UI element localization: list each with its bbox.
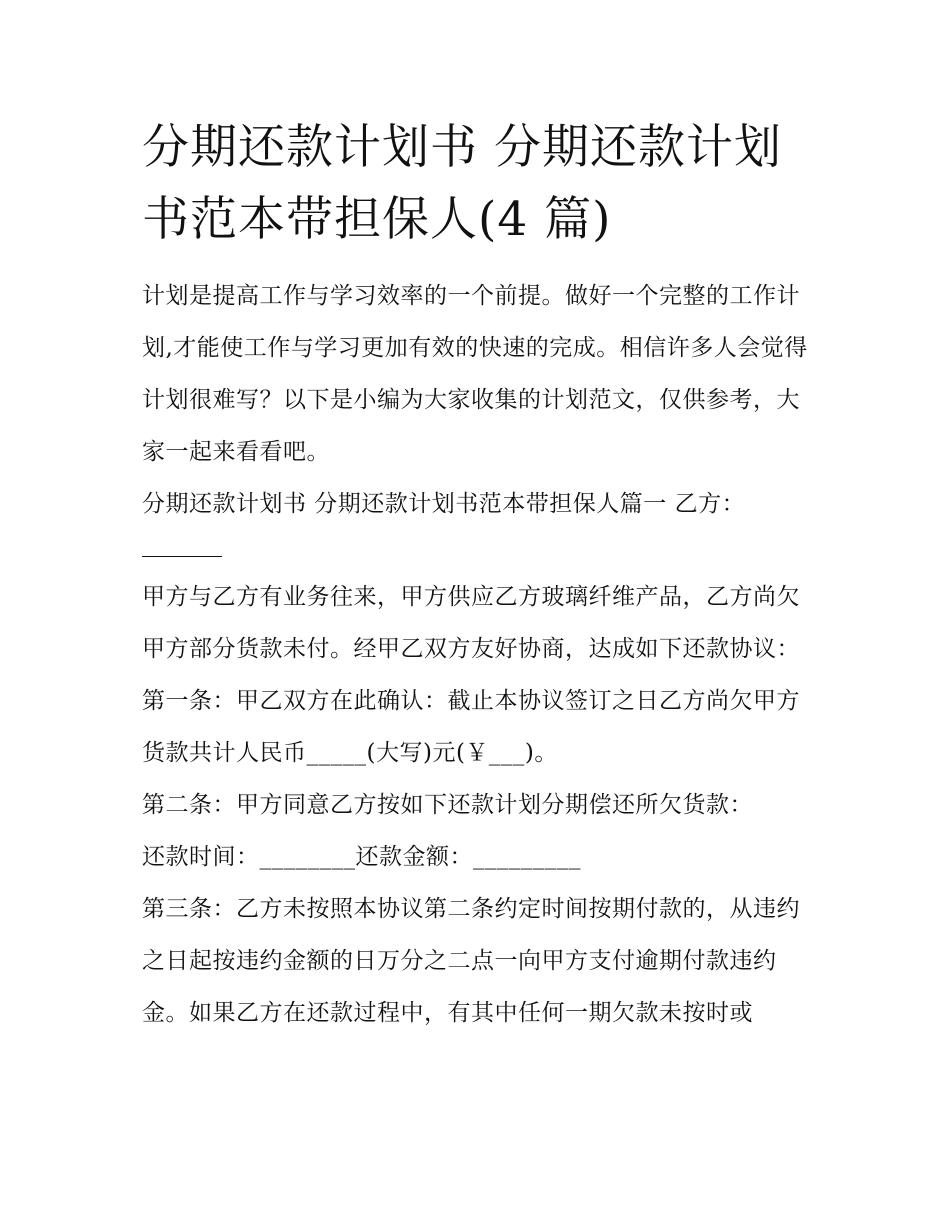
- body-paragraph-3: 第二条：甲方同意乙方按如下还款计划分期偿还所欠货款：: [142, 792, 753, 818]
- body-paragraph-1: 甲方与乙方有业务往来，甲方供应乙方玻璃纤维产品，乙方尚欠甲方部分货款未付。经甲乙双方友好协商，达成如下还款协议：: [142, 584, 800, 662]
- intro-paragraph: 计划是提高工作与学习效率的一个前提。做好一个完整的工作计划,才能使工作与学习更加有效的快速的完成。相信许多人会觉得计划很难写？以下是小编为大家收集的计划范文，仅供参考，大家一起来看看吧。: [142, 283, 808, 465]
- section-heading-paragraph: 分期还款计划书 分期还款计划书范本带担保人篇一 乙方：: [142, 491, 746, 517]
- document-page: [142, 112, 814, 1039]
- body-paragraph-2: 第一条：甲乙双方在此确认：截止本协议签订之日乙方尚欠甲方货款共计人民币_____(大写)元(￥___)。: [142, 688, 800, 766]
- document-title: 分期还款计划书 分期还款计划书范本带担保人(4 篇): [142, 120, 782, 247]
- body-paragraph-5: 第三条：乙方未按照本协议第二条约定时间按期付款的，从违约之日起按违约金额的日万分之二点一向甲方支付逾期付款违约金。如果乙方在还款过程中，有其中任何一期欠款未按时或: [142, 896, 800, 1026]
- body-paragraph-4: 还款时间：________还款金额：_________: [142, 844, 581, 870]
- blank-underline: [142, 530, 222, 557]
